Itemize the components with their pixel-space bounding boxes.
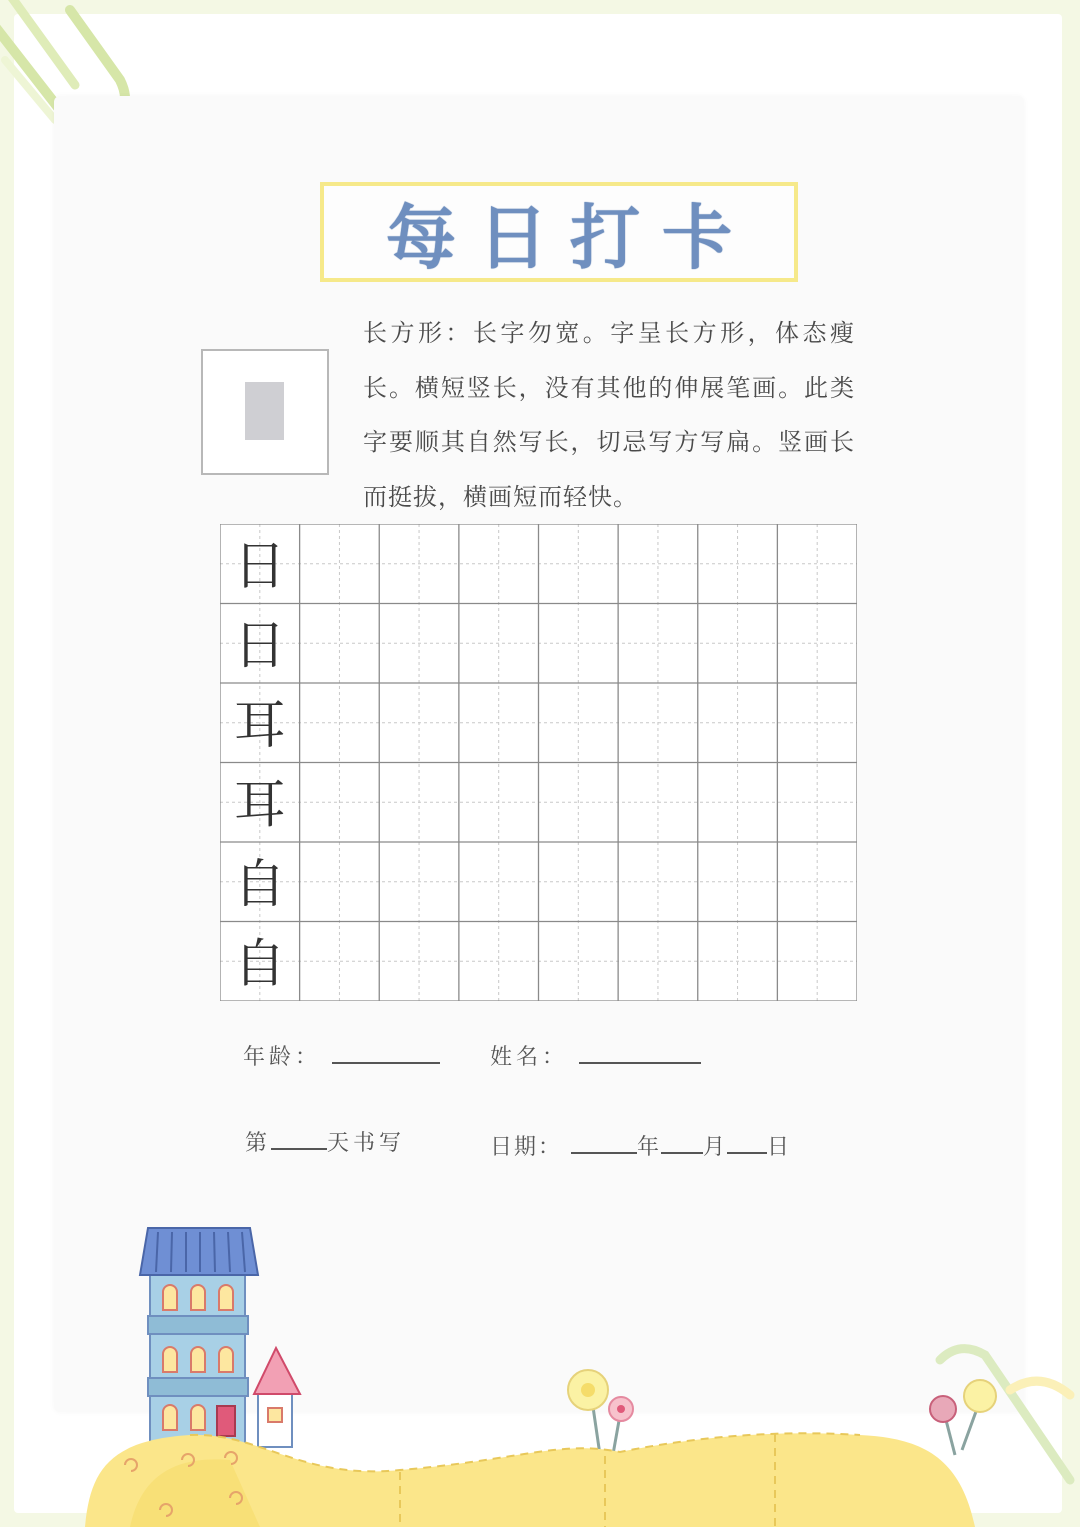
page-title: 每日打卡 — [386, 196, 754, 279]
tall-house-icon — [140, 1228, 258, 1470]
lesson-description: 长方形：长字勿宽。字呈长方形，体态瘦长。横短竖长，没有其他的伸展笔画。此类字要顺其自然写长，切忌写方写扁。竖画长而挺拔，横画短而轻快。 — [363, 319, 855, 511]
age-field[interactable] — [332, 1040, 440, 1064]
day-prefix-label: 第 — [245, 1131, 272, 1156]
year-field[interactable] — [571, 1130, 637, 1154]
name-field[interactable] — [579, 1040, 701, 1064]
model-character: 耳 — [233, 775, 286, 836]
age-name-row — [243, 1040, 701, 1071]
year-label: 年 — [637, 1135, 662, 1160]
date-label: 日期： — [490, 1135, 563, 1160]
month-label: 月 — [703, 1135, 728, 1160]
model-character: 自 — [233, 934, 286, 995]
small-house-icon — [254, 1348, 300, 1447]
name-label: 姓名： — [490, 1045, 569, 1070]
month-field[interactable] — [661, 1130, 703, 1154]
age-label: 年龄： — [243, 1045, 322, 1070]
day-count-row — [245, 1126, 405, 1157]
model-character: 自 — [233, 854, 286, 915]
model-character: 日 — [233, 536, 286, 597]
paperclip-bottom-right-icon — [940, 1349, 1070, 1480]
day-count-field[interactable] — [271, 1126, 327, 1150]
town-illustration — [0, 1220, 1080, 1527]
rectangle-shape-icon — [245, 382, 284, 440]
date-row — [490, 1130, 791, 1161]
title-box — [320, 182, 798, 282]
model-character: 耳 — [233, 695, 286, 756]
day-field[interactable] — [727, 1130, 767, 1154]
shape-example-box — [201, 349, 329, 475]
day-label: 日 — [767, 1135, 792, 1160]
practice-grid — [220, 524, 857, 1001]
model-character: 日 — [233, 616, 286, 677]
day-suffix-label: 天书写 — [327, 1131, 406, 1156]
